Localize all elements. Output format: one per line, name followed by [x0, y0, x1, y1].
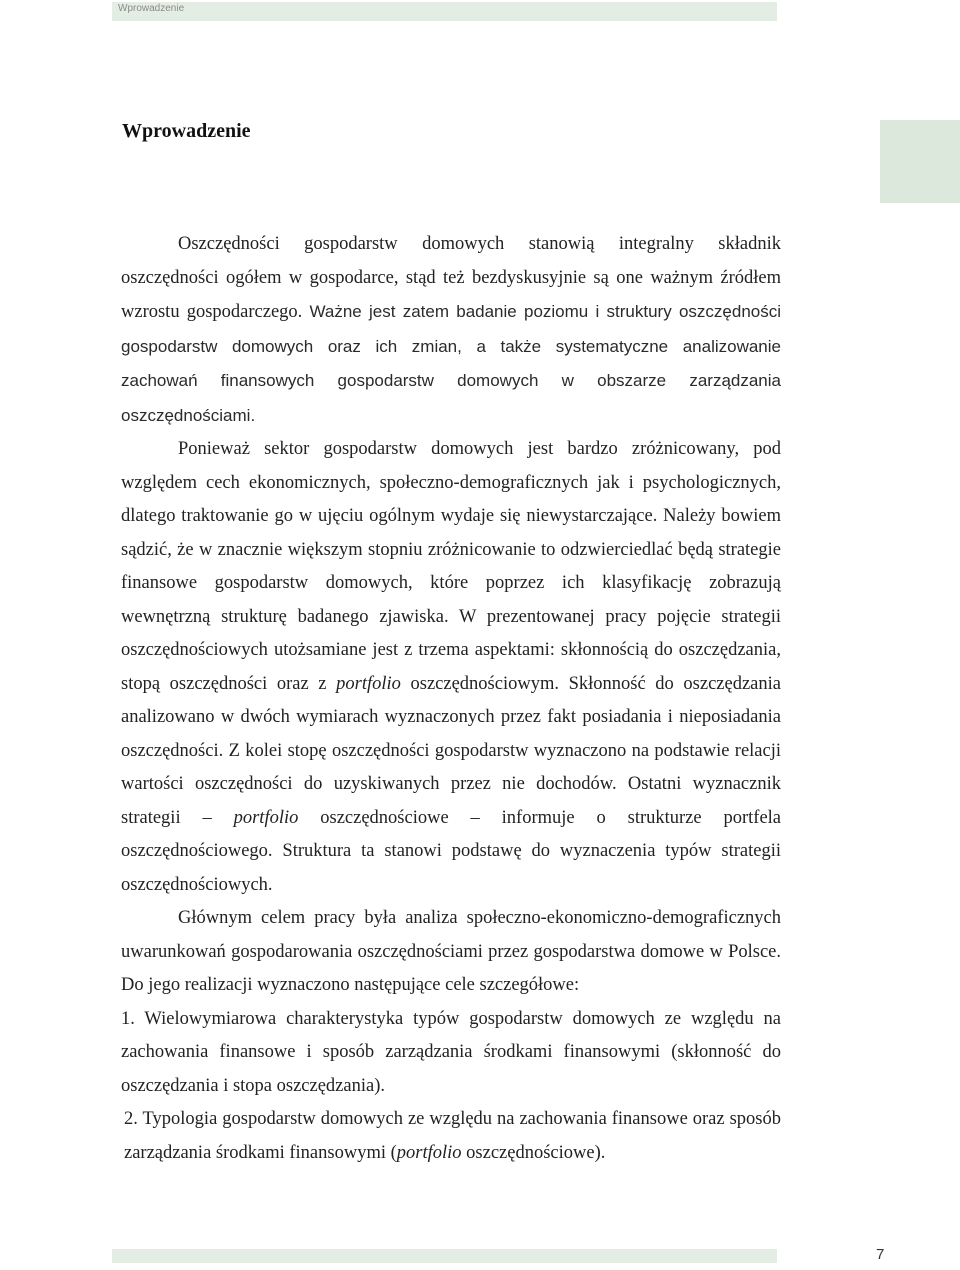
list-item-2-part-a: 2. Typologia gospodarstw domowych ze względu na zachowania finansowe oraz sposób zarządzania środkami finansowymi ( [124, 1109, 781, 1163]
paragraph-2-part-a: Ponieważ sektor gospodarstw domowych jest bardzo zróżnicowany, pod względem cech ekonomicznych, społeczno-demograficznych jak i psychologicznych, dlatego traktowanie go w ujęciu ogólnym wydaje się niewystarczające. Należy bowiem sądzić, że w znacznie większym stopniu zróżnicowanie to odzwierciedlać będą strategie finansowe gospodarstw domowych, które poprzez ich klasyfikację zobrazują wewnętrzną strukturę badanego zjawiska. W prezentowanej pracy pojęcie strategii oszczędnościowych utożsamiane jest z trzema aspektami: skłonnością do oszczędzania, stopą oszczędności oraz z [121, 439, 781, 694]
paragraph-2 [121, 433, 781, 902]
running-header: Wprowadzenie [118, 3, 185, 14]
chapter-title: Wprowadzenie [122, 120, 251, 142]
list-item-2 [121, 1103, 781, 1170]
paragraph-2-italic-1: portfolio [336, 673, 401, 694]
footer-band [112, 1249, 777, 1263]
side-tab-marker [880, 120, 960, 203]
page-number: 7 [876, 1246, 885, 1263]
body-text [121, 228, 781, 1170]
paragraph-2-part-c: oszczędnościowe – informuje o strukturze portfela oszczędnościowego. Struktura ta stanowi podstawę do wyznaczenia typów strategii oszczędnościowych. [121, 807, 782, 895]
paragraph-3: Głównym celem pracy była analiza społeczno-ekonomiczno-demograficznych uwarunkowań gospodarowania oszczędnościami przez gospodarstwa domowe w Polsce. Do jego realizacji wyznaczono następujące cele szczegółowe: [121, 908, 781, 995]
paragraph-1-part-b: Ważne jest zatem badanie poziomu i struktury oszczędności gospodarstw domowych oraz ich zmian, a także systematyczne analizowanie zachowań finansowych gospodarstw domowych w obszarze zarządzania oszczędnościami. [121, 302, 782, 425]
list-item-2-italic: portfolio [396, 1142, 462, 1163]
paragraph-2-part-b: oszczędnościowym. Skłonność do oszczędzania analizowano w dwóch wymiarach wyznaczonych przez fakt posiadania i nieposiadania oszczędności. Z kolei stopę oszczędności gospodarstw wyznaczono na podstawie relacji wartości oszczędności do uzyskiwanych przez nie dochodów. Ostatni wyznacznik strategii – [121, 673, 781, 828]
paragraph-2-italic-2: portfolio [233, 807, 299, 828]
list-item-1: 1. Wielowymiarowa charakterystyka typów gospodarstw domowych ze względu na zachowania finansowe i sposób zarządzania środkami finansowymi (skłonność do oszczędzania i stopa oszczędzania). [121, 1008, 781, 1096]
paragraph-1-part-a: Oszczędności gospodarstw domowych stanowią integralny składnik oszczędności ogółem w gospodarce, stąd też bezdyskusyjnie są one ważnym źródłem wzrostu gospodarczego. [121, 234, 781, 322]
list-item-2-part-b: oszczędnościowe). [461, 1142, 606, 1163]
paragraph-1 [121, 228, 781, 433]
header-band [112, 2, 777, 21]
